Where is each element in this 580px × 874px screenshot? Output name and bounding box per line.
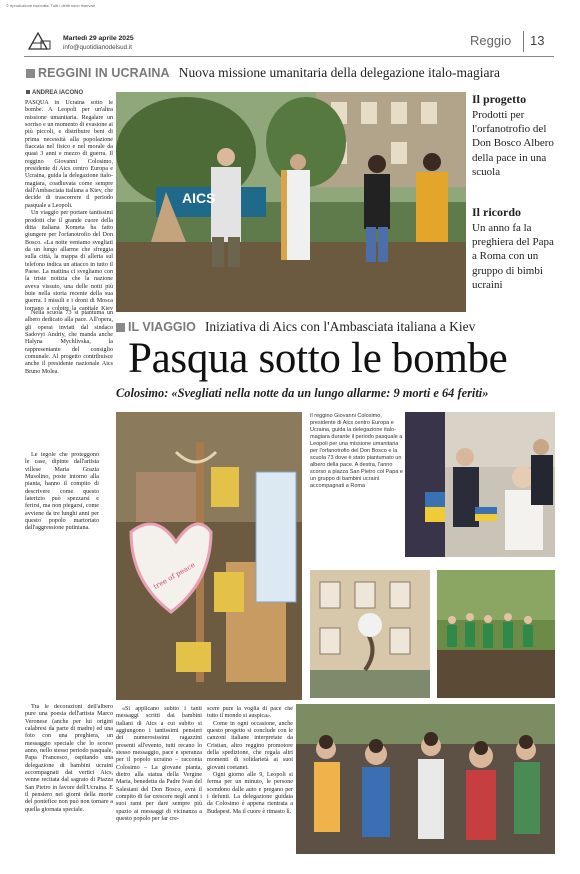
paragraph: Un viaggio per portare tantissimi prodotti che il grande cuore della ditta italiana Kometa ha fatto giungere per l'orfanotrofio del Don Bosco. «La notte veniamo svegliati da un lungo allarme che sfreggia sulla città, la mappa di allerta sul telefono indica un attacco in tutto il Paese. La mattina ci svegliamo con la triste notizia che la nazione aveva vissuto, una delle notti più buie nella storia recente della sua guerra. I missili e i droni di Mosca tornano a colpire la capitale Kiev (25, 210, 113, 310)
paragraph: PASQUA in Ucraina sotto le bombe. A Leopoli per un'altra missione umanitaria. Regalare un sorriso e un momento di evasione ai più piccoli, e distribuire beni di prima necessità alla popolazione fiaccata nel fisico e nel morale da quasi 3 anni e mezzo di guerra. Il reggino Giovanni Colosimo, presidente di Aics centro Europa e Ucraina, guida la delegazione italo-magiara, coadiuvata come sempre dall'Ambasciata italiana a Kiev, che decide di trascorrere il periodo pasquale a Leopoli. (25, 100, 113, 209)
paragraph: Ogni giorno alle 9, Leopoli si ferma per un minuto, le persone scendono dalle auto e pregano per i defunti. La delegazione guidata da Colosimo è appena rientrata a Budapest. Ma il cuore è rimasto lì. (207, 772, 293, 815)
group-photo (116, 92, 466, 312)
sidebar-title-ricordo: Il ricordo (472, 205, 521, 219)
kicker-headline: Nuova missione umanitaria della delegazione italo-magiara (178, 65, 501, 80)
pope-photo (405, 412, 555, 557)
body-column-3 (207, 706, 293, 856)
paragraph: Come in ogni occasione, anche questo progetto si conclude con le canzoni italiane interpretate da Cristian, altro reggino promotore della spedizione, che regala altri momenti di solidarietà ai suoi giovani coetanei. (207, 720, 293, 771)
page-number: 13 (530, 33, 545, 48)
contact-email: info@quotidianodelsud.it (63, 44, 133, 51)
sidebar-text-progetto: Prodotti per l'orfanotrofio del Don Bosco Albero della pace in una scuola (472, 109, 554, 178)
body-column-1b (25, 310, 113, 450)
header-divider (523, 31, 524, 52)
sidebar-text-ricordo: Un anno fa la preghiera del Papa a Roma con un gruppo di bimbi ucraini (472, 222, 554, 291)
paragraph: Tra le decorazioni dell'albero pure una poesia dell'artista Marco Veronese (anche per lui origini calabresi da parte di madre) ed una foto con una preghiera, un messaggio speciale che lo scorso anno, nello stesso periodo pasquale, Papa Francesco, ospitando una delegazione di bambini ucraini accompagnati dai vertici Aics, venne recitata dal sagrato di Piazza San Pietro in favore dell'Ucraina. E il pensiero nei giorni della morte del pontefice non può non tornare a quella giornata speciale. (25, 704, 113, 813)
byline (26, 90, 83, 96)
paragraph: «Si applicano subito i tanti messaggi scritti dai bambini italiani di Aics a cui subito si aggiungono i tantissimi pensieri dei numerosissimi ragazzini presenti all'evento, tutti recano lo stesso messaggio, pace e speranza per il popolo ucraino – racconta Colosimo – La giovane pianta, dietro alla statua della Vergine Maria, benedetta da Padre Ivan del Salesiani del Don Bosco, avrà il compito di far crescere negli anni i suoi rami per dare sempre più spazio ai messaggi di vicinanza a questo popolo per far cre- (116, 706, 202, 823)
photo-banner-text: AICS (182, 190, 216, 206)
children-garden-photo (437, 570, 555, 698)
main-headline: Pasqua sotto le bombe (128, 335, 508, 382)
tree-of-peace-photo (116, 412, 302, 700)
body-column-1 (25, 100, 113, 310)
kicker-label: IL VIAGGIO (128, 320, 196, 334)
byline-square (26, 90, 30, 94)
section-name: Reggio (470, 33, 512, 48)
heart-sign-text: tree of peace (152, 560, 197, 592)
paragraph: Le tegole che proteggono le case, dipinte dall'artista villese Maria Grazia Musolino, poste intorno alla pianta, hanno il compito di descrivere come questo laterizio può spezzarsi e ferirsi, ma non piegarsi, come avviene da tre lunghi anni per questo popolo martoriato dall'aggressione putiniana. (25, 452, 99, 532)
kicker-square (26, 69, 35, 78)
kicker-headline: Iniziativa di Aics con l'Ambasciata italiana a Kiev (204, 319, 476, 334)
paragraph: scere pure la voglia di pace che tutto il mondo si auspica». (207, 706, 293, 720)
issue-date: Martedì 29 aprile 2025 (63, 35, 134, 42)
kicker-label: REGGINI IN UCRAINA (38, 66, 170, 80)
body-column-2 (116, 706, 202, 856)
body-column-1c (25, 452, 99, 702)
byline-author: ANDREA IACONO (32, 90, 84, 96)
body-column-1d (25, 704, 113, 854)
paragraph: Nella scuola 73 si piantuma un albero dedicato alla pace. All'opera, gli operai inviati dal sindaco Sadovyi Andriy, che manda anche Halyna Myсhlіvska, la rappresentante del consiglio comunale. Al progetto contribuisce anche il presidente nazionale Aics Bruno Molea. (25, 310, 113, 375)
school-building-photo (310, 570, 430, 698)
copyright-line: © riproduzione riservata. Tutti i diritti sono riservati (6, 3, 95, 8)
header-rule (24, 56, 554, 57)
sidebar-title-progetto: Il progetto (472, 92, 527, 106)
kicker-top (26, 62, 500, 81)
children-crowd-photo (296, 704, 555, 854)
subheadline: Colosimo: «Svegliati nella notte da un lungo allarme: 9 morti e 64 feriti» (116, 386, 489, 400)
publication-logo (28, 32, 52, 50)
kicker-viaggio (116, 316, 475, 335)
kicker-square (116, 323, 125, 332)
photo-caption: Il reggino Giovanni Colosimo, presidente di Aics centro Europa e Ucraina, guida la delegazione italo-magiara durante il periodo pasquale a Leopoli per una missione umanitaria per l'orfanotrofio del Don Bosco e la scuola 73 dove è stato piantumato un albero della pace. A destra, l'anno scorso a piazza San Pietro col Papa e un gruppo di bambini ucraini accompagnati a Roma (310, 413, 403, 489)
